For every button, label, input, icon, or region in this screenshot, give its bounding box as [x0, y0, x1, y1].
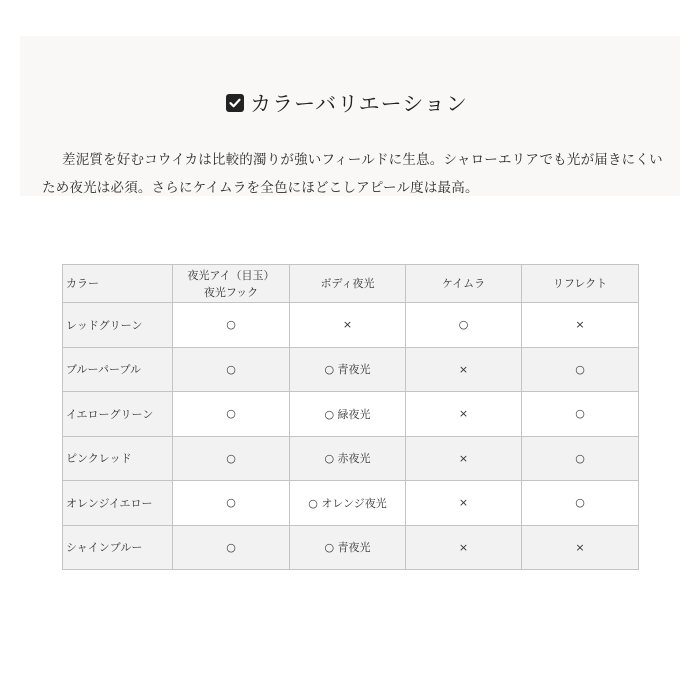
color-name-cell: レッドグリーン — [63, 303, 173, 348]
table-row — [63, 481, 639, 526]
header-luminous-hook: 夜光フック — [203, 285, 259, 299]
intro-paragraph: 差泥質を好むコウイカは比較的濁りが強いフィールドに生息。シャローエリアでも光が届きにくいため夜光は必須。さらにケイムラを全色にほどこしアピール度は最高。 — [42, 152, 663, 196]
table-header-row — [63, 265, 639, 303]
header-luminous-eye: 夜光アイ（目玉） — [187, 268, 275, 282]
color-name-cell: ブルーパープル — [63, 347, 173, 392]
reflect-cell: ○ — [522, 436, 639, 481]
eye-hook-cell: ○ — [173, 525, 290, 570]
table-row — [63, 436, 639, 481]
reflect-cell: ○ — [522, 392, 639, 437]
header-luminous-eye-hook — [173, 265, 290, 303]
color-name-cell: イエローグリーン — [63, 392, 173, 437]
body-luminous-cell: ○ 青夜光 — [290, 525, 406, 570]
table-row — [63, 347, 639, 392]
header-color: カラー — [63, 265, 173, 303]
keimura-cell: × — [406, 392, 522, 437]
body-luminous-cell: × — [290, 303, 406, 348]
color-name-cell: シャインブルー — [63, 525, 173, 570]
table-row — [63, 525, 639, 570]
header-keimura: ケイムラ — [406, 265, 522, 303]
eye-hook-cell: ○ — [173, 436, 290, 481]
keimura-cell: × — [406, 481, 522, 526]
color-name-cell: ピンクレッド — [63, 436, 173, 481]
color-variation-table — [62, 264, 639, 570]
reflect-cell: ○ — [522, 347, 639, 392]
reflect-cell: × — [522, 303, 639, 348]
body-luminous-cell: ○ オレンジ夜光 — [290, 481, 406, 526]
section-heading — [0, 86, 700, 120]
keimura-cell: × — [406, 436, 522, 481]
check-square-icon — [226, 94, 244, 112]
body-luminous-cell: ○ 赤夜光 — [290, 436, 406, 481]
color-name-cell: オレンジイエロー — [63, 481, 173, 526]
body-luminous-cell: ○ 青夜光 — [290, 347, 406, 392]
section-title: カラーバリエーション — [250, 92, 468, 116]
eye-hook-cell: ○ — [173, 481, 290, 526]
keimura-cell: × — [406, 525, 522, 570]
body-luminous-cell: ○ 緑夜光 — [290, 392, 406, 437]
table-row — [63, 303, 639, 348]
table-row — [63, 392, 639, 437]
header-body-luminous: ボディ夜光 — [290, 265, 406, 303]
keimura-cell: ○ — [406, 303, 522, 348]
reflect-cell: × — [522, 525, 639, 570]
eye-hook-cell: ○ — [173, 303, 290, 348]
eye-hook-cell: ○ — [173, 392, 290, 437]
reflect-cell: ○ — [522, 481, 639, 526]
header-reflect: リフレクト — [522, 265, 639, 303]
keimura-cell: × — [406, 347, 522, 392]
eye-hook-cell: ○ — [173, 347, 290, 392]
